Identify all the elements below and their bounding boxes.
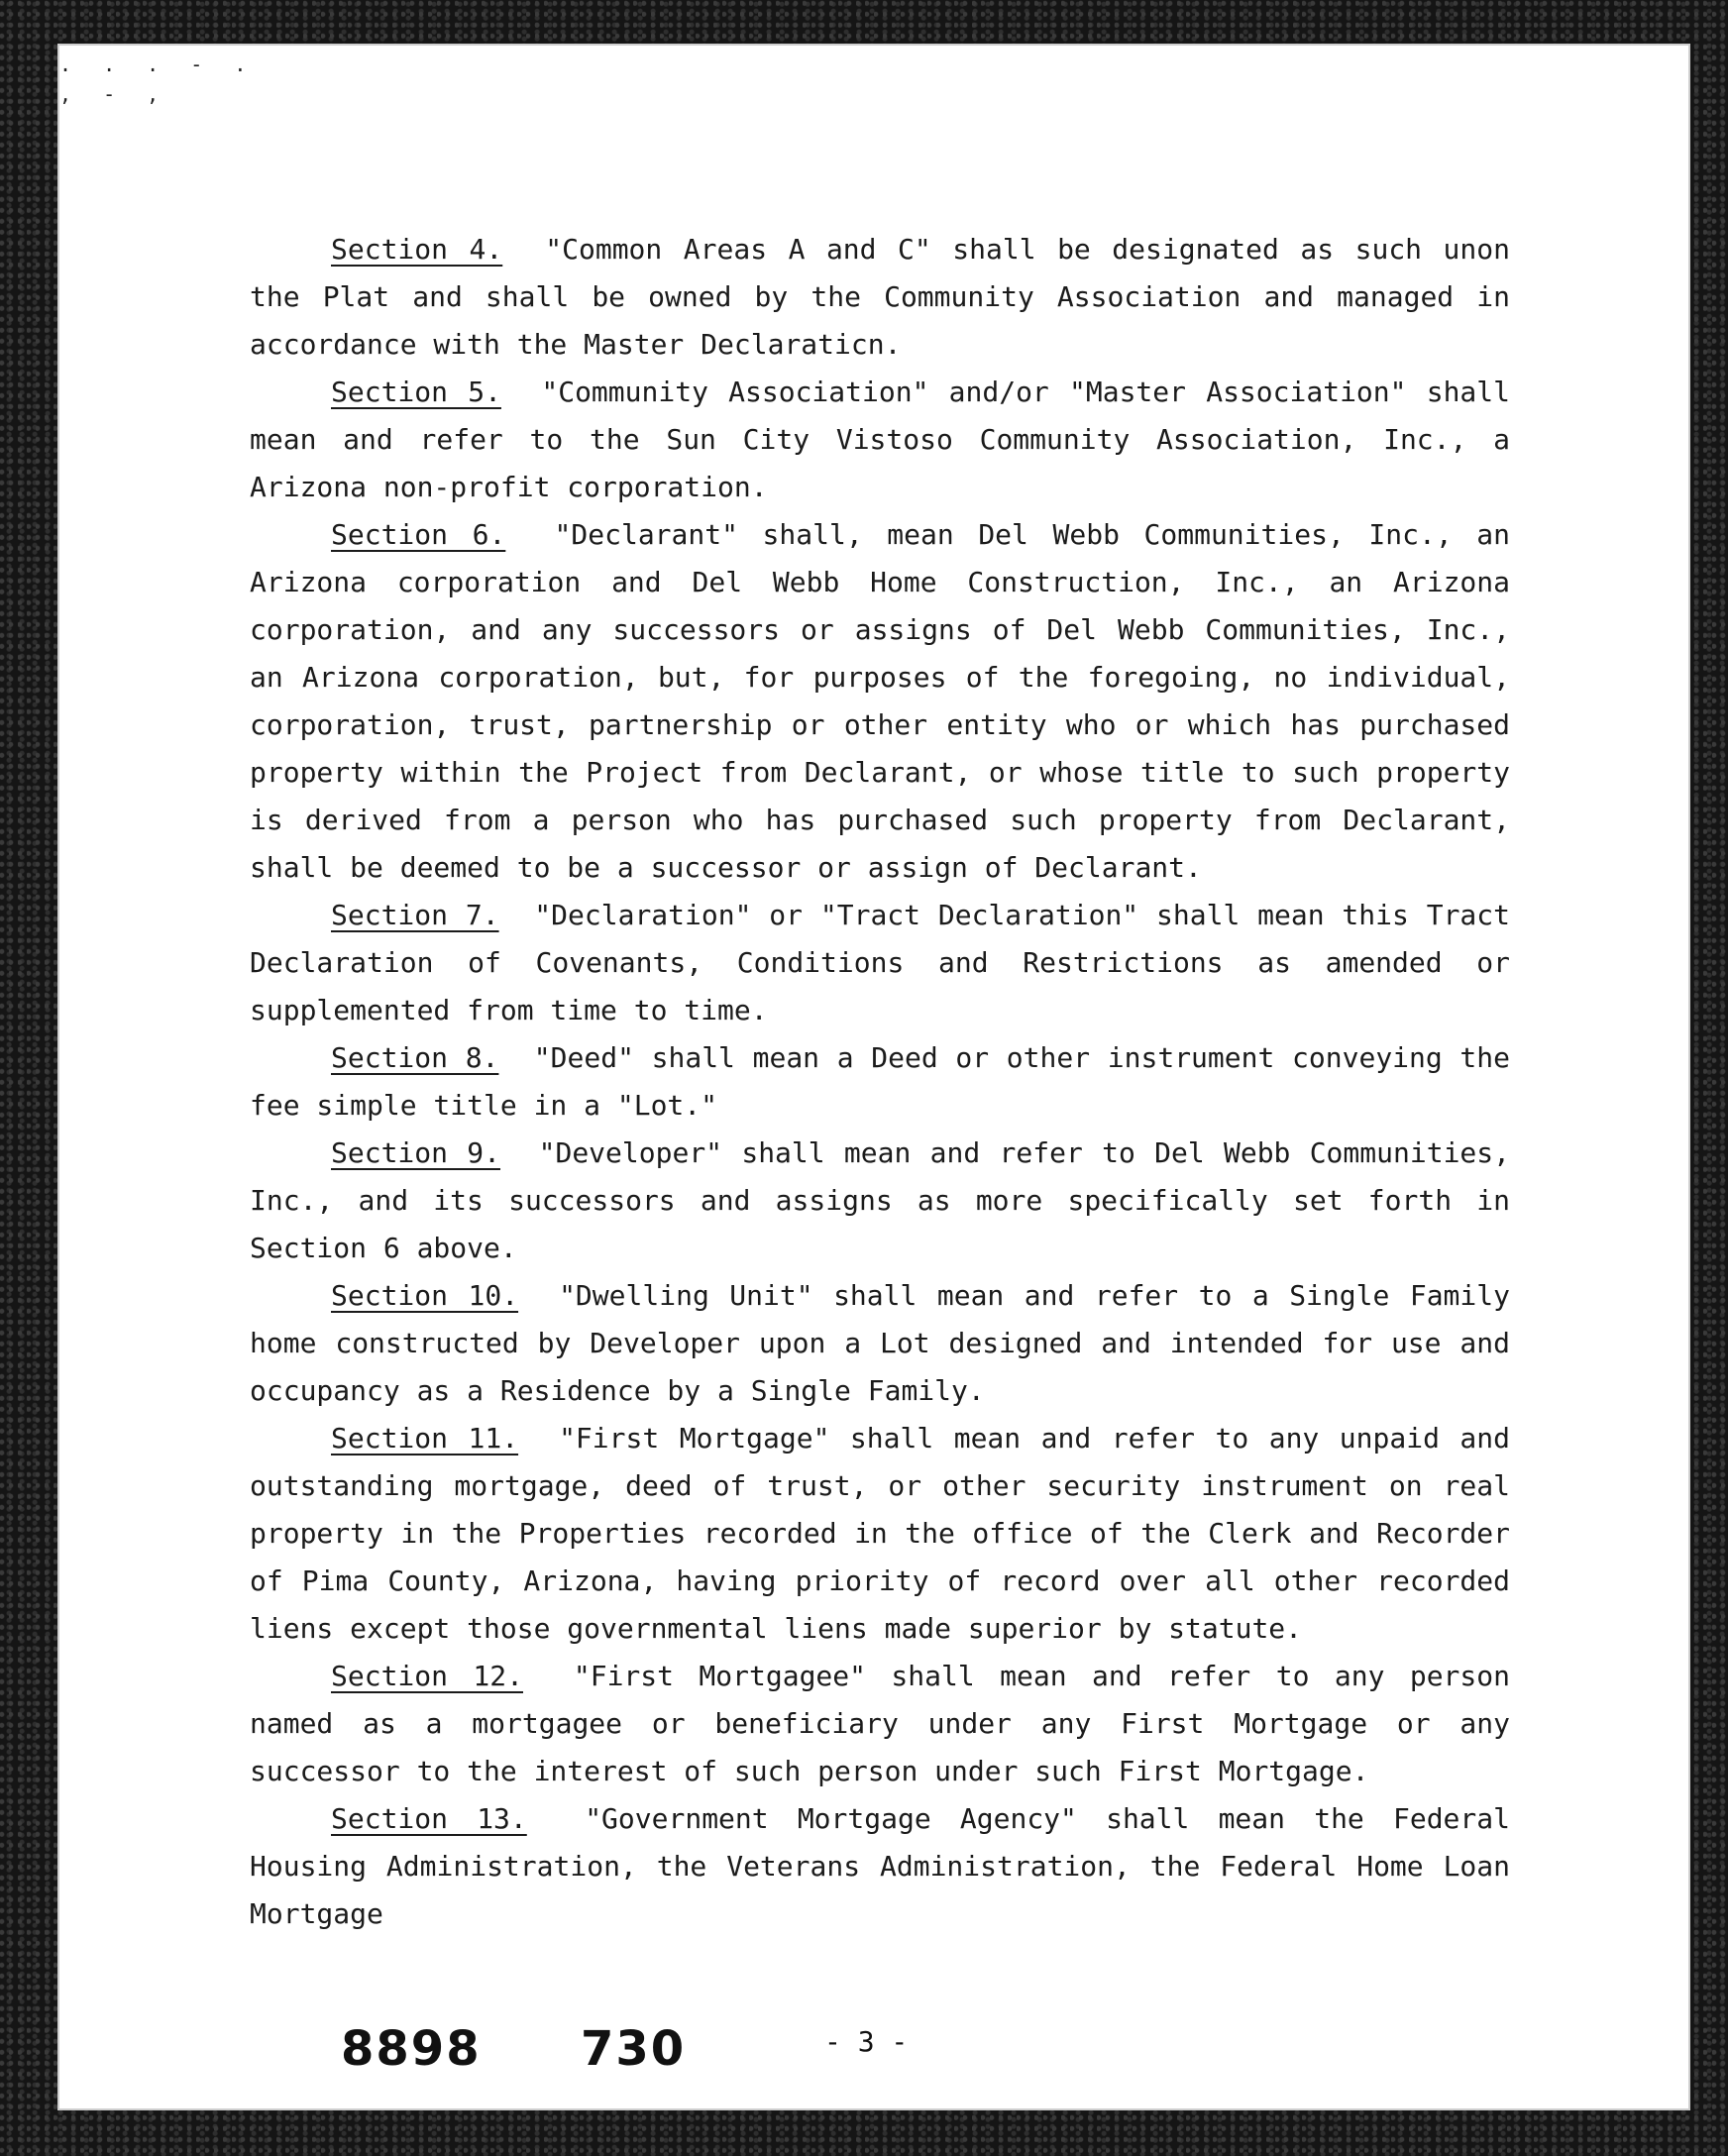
recording-page-number: 730 — [581, 2021, 687, 2077]
recording-book-number: 8898 — [341, 2021, 482, 2077]
section-5-text: "Community Association" and/or "Master Association" shall mean and refer to the Sun City Vistoso Community Association, Inc., a Arizona non-profit corporation. — [250, 376, 1510, 503]
section-10-label: Section 10. — [331, 1279, 519, 1312]
section-4-label: Section 4. — [331, 233, 503, 266]
section-7-paragraph — [250, 892, 1510, 1034]
section-11-label: Section 11. — [331, 1422, 519, 1455]
section-9-paragraph — [250, 1130, 1510, 1272]
section-5-paragraph — [250, 369, 1510, 511]
section-13-text: "Government Mortgage Agency" shall mean the Federal Housing Administration, the Veterans Administration, the Federal Home Loan Mortgage — [250, 1802, 1510, 1930]
section-11-paragraph — [250, 1415, 1510, 1653]
section-8-paragraph — [250, 1034, 1510, 1130]
section-13-label: Section 13. — [331, 1802, 527, 1835]
section-6-text: "Declarant" shall, mean Del Webb Communities, Inc., an Arizona corporation and Del Webb Home Construction, Inc., an Arizona corporation, and any successors or assigns of Del Webb Communities, Inc., an Arizona corporation, but, for purposes of the foregoing, no individual, corporation, trust, partnership or other entity who or which has purchased property within the Project from Declarant, or whose title to such property is derived from a person who has purchased such property from Declarant, shall be deemed to be a successor or assign of Declarant. — [250, 518, 1511, 884]
section-10-text: "Dwelling Unit" shall mean and refer to a Single Family home constructed by Developer upon a Lot designed and intended for use and occupancy as a Residence by a Single Family. — [250, 1279, 1510, 1407]
document-body — [250, 226, 1510, 1938]
section-8-label: Section 8. — [331, 1041, 499, 1074]
scan-specks: . . . - . , - , — [59, 53, 257, 106]
section-7-text: "Declaration" or "Tract Declaration" shall mean this Tract Declaration of Covenants, Conditions and Restrictions as amended or supplemented from time to time. — [250, 899, 1511, 1026]
section-10-paragraph — [250, 1272, 1510, 1415]
section-9-text: "Developer" shall mean and refer to Del Webb Communities, Inc., and its successors and assigns as more specifically set forth in Section 6 above. — [250, 1136, 1510, 1264]
section-5-label: Section 5. — [331, 376, 501, 408]
section-12-label: Section 12. — [331, 1660, 523, 1692]
section-7-label: Section 7. — [331, 899, 499, 931]
page-number: - 3 - — [824, 2025, 909, 2058]
section-4-paragraph — [250, 226, 1510, 369]
section-11-text: "First Mortgage" shall mean and refer to any unpaid and outstanding mortgage, deed of trust, or other security instrument on real property in the Properties recorded in the office of the Clerk and Recorder of Pima County, Arizona, having priority of record over all other recorded liens except those governmental liens made superior by statute. — [250, 1422, 1510, 1645]
section-9-label: Section 9. — [331, 1136, 501, 1169]
section-8-text: "Deed" shall mean a Deed or other instrument conveying the fee simple title in a "Lot." — [250, 1041, 1511, 1122]
section-12-paragraph — [250, 1653, 1510, 1795]
section-6-label: Section 6. — [331, 518, 506, 551]
section-13-paragraph — [250, 1795, 1510, 1938]
section-4-text: "Common Areas A and C" shall be designated as such unon the Plat and shall be owned by the Community Association and managed in accordance with the Master Declaraticn. — [250, 233, 1510, 361]
section-12-text: "First Mortgagee" shall mean and refer to any person named as a mortgagee or beneficiary under any First Mortgage or any successor to the interest of such person under such First Mortgage. — [250, 1660, 1510, 1787]
section-6-paragraph — [250, 511, 1510, 892]
